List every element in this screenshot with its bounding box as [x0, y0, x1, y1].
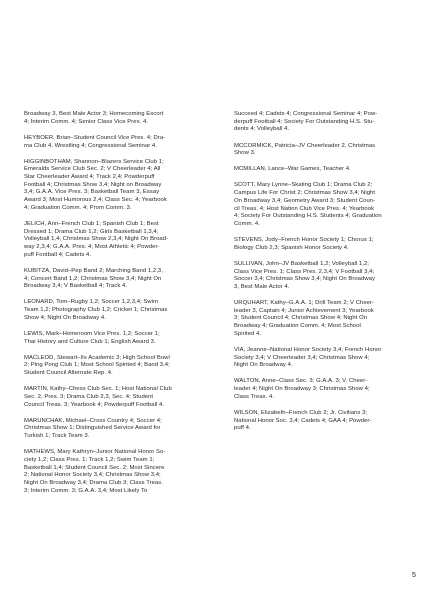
- senior-entry: VIA, Jeanne–National Honor Society 3,4; French Honor Society 3,4; V Cheerleader 3,4; Christmas Show 4; Night On Broadway 4.: [234, 346, 382, 369]
- left-column: [24, 111, 220, 504]
- senior-entry: MCCORMICK, Patricia–JV Cheerleader 2, Christmas Show 3.: [234, 142, 376, 157]
- senior-entry: WALTON, Anne–Class Sec. 3; G.A.A. 3; V. Cheer- leader 4; Night On Broadway 3; Christmas Show 4; Class Treas. 4.: [234, 378, 370, 400]
- senior-entry: MARUNCHAK, Michael–Cross Country 4; Soccer 4; Christmas Show 1; Distinguished Service Award for Turkish 1; Track Team 3.: [24, 417, 162, 440]
- page-number: 5: [412, 572, 416, 579]
- senior-entry: MATHEWS, Mary Kathryn–Junior National Honor So- ciety 1,2; Class Pres. 1; Track 1,2; Swim Team 1; Basketball 1,4; Student Council Sec. 2; Most Sincere 2; National Honor Society 3,4; Christmas Show 3,4; Night On Broadway 3,4; Drama Club 3; Class Treas. 3; Interim Comm. 3; G.A.A. 3,4; Most Likely To: [24, 449, 166, 494]
- senior-entry: MCMILLAN, Lance–War Games, Teacher 4.: [234, 166, 351, 173]
- senior-entry: HIGGINBOTHAM, Shannon–Blazers Service Club 1; Emeralds Service Club Sec. 2; V Cheerleader 4; All Star Cheerleader Award 4; Track 2,4; Powderpuff Football 4; Christmas Show 3,4; Night on Broadway 3,4; G.A.A. Vice Pres. 3; Basketball Team 3, Essay Award 3; Most Humorous 2,4; Class Sec. 4; Yearbook 4; Graduation Comm. 4; Prom Comm. 3.: [24, 158, 167, 211]
- senior-entry: Succeed 4; Cadets 4; Congressional Seminar 4; Pow- derpuff Football 4; Society For Outstanding H.S. Stu- dents 4; Volleyball 4.: [234, 111, 378, 133]
- senior-entry: KUBITZA, David–Pep Band 2; Marching Band 1,2,3, 4; Concert Band 1,2; Christmas Show 3,4; Night On Broadway 3,4; V Basketball 4; Track 4.: [24, 267, 163, 290]
- senior-entry: SCOTT, Mary Lynne–Skating Club 1; Drama Club 2; Campus Life For Christ 2; Christmas Show 3,4; Night On Broadway 3,4; Geometry Award 3; Student Coun- cil Treas. 4; Host Nation Club Vice Pres. 4; Yearbook 4; Society For Outstanding H.S. Students 4; Graduation Comm. 4.: [234, 182, 382, 227]
- senior-entry: Broadway 3, Best Male Actor 3; Homecoming Escort 4; Interim Comm. 4; Senior Class Vice Pres. 4.: [24, 111, 164, 125]
- senior-entry: WILSON, Elizabeth–French Club 2; Jr. Civilians 3; National Honor Soc. 3,4; Cadets 4; GAA 4; Powder- puff 4.: [234, 409, 372, 432]
- senior-entry: HEYBOER, Brian–Student Council Vice Pres. 4; Dra- ma Club 4, Wrestling 4; Congressional Seminar 4.: [24, 134, 166, 149]
- senior-entry: JELICH, Ann–French Club 1; Spanish Club 1; Best Dressed 1; Drama Club 1,2; Girls Basketball 1,3,4; Volleyball 1,4; Christmas Show 2,3,4; Night On Broad- way 2,3,4; G.A.A. Pres. 4; Most Athletic 4; Powder- puff Football 4; Cadets 4.: [24, 220, 169, 258]
- right-column: [234, 111, 426, 441]
- senior-entry: MACLEOD, Stewart–IIs Academic 3; High School Bowl 2; Ping Pong Club 1; Most School Spirited 4; Band 3,4; Student Council Alternate Rep. 4.: [24, 354, 170, 377]
- senior-entry: LEONARD, Tom–Rugby 1,2; Soccer 1,2,3,4; Swim Team 1,2; Photography Club 1,2; Cricket 1; Christmas Show 4; Night On Broadway 4.: [24, 299, 168, 321]
- senior-entry: URQUHART, Kathy–G.A.A. 1; Drill Team 2; V Cheer- leader 3, Captain 4; Junior Achievement 3; Yearbook 3; Student Council 4; Christmas Show 4; Night On Broadway 4; Graduation Comm. 4; Most School Spirited 4.: [234, 300, 374, 337]
- senior-entry: SULLIVAN, John–JV Basketball 1,2; Volleyball 1,2; Class Vice Pres. 1; Class Pres. 2,3,4; V Football 3,4; Soccer 3,4; Christmas Show 3,4; Night On Broadway 3, Best Male Actor 4.: [234, 260, 375, 290]
- senior-entry: MARTIN, Kathy–Chess Club Sec. 1; Host National Club Sec. 2, Pres. 3; Drama Club 2,3, Sec. 4; Student Council Treas. 3; Yearbook 4; Powderpuff Football 4.: [24, 386, 172, 408]
- senior-entry: LEWIS, Mark–Homeroom Vice Pres. 1,2; Soccer 1; Thai History and Culture Club 1; English Award 3.: [24, 330, 160, 345]
- senior-entry: STEVENS, Jody–French Honor Society 1; Chorus 1; Biology Club 2,3; Spanish Honor Society 4.: [234, 237, 374, 251]
